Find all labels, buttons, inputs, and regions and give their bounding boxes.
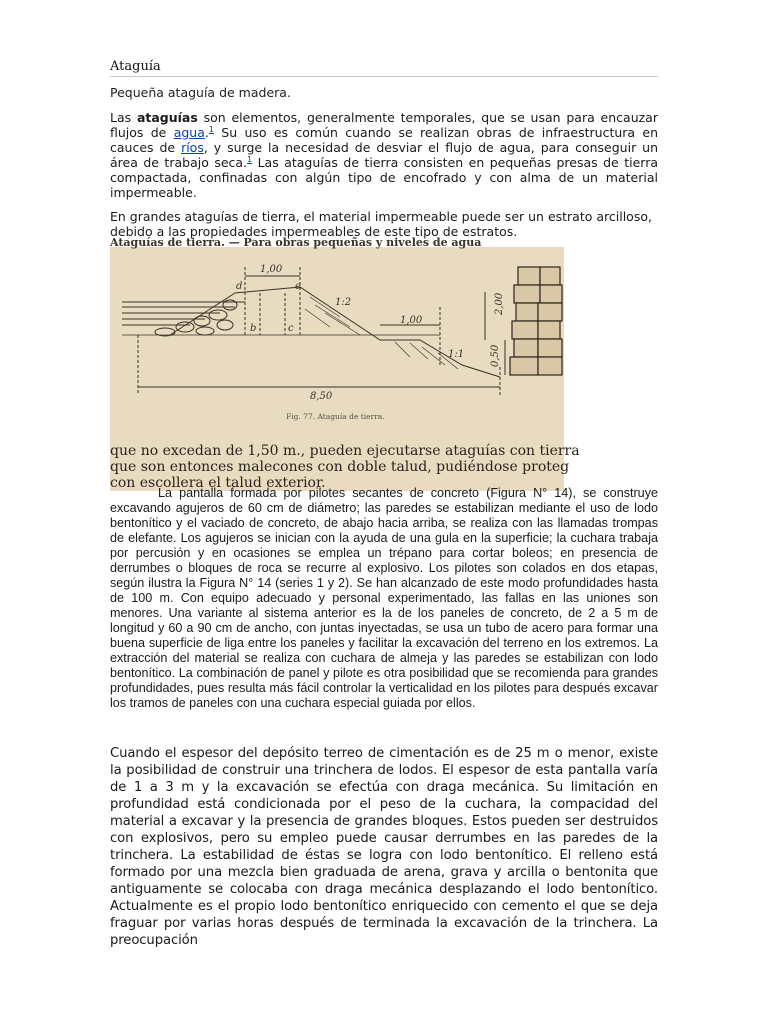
paragraph-2: En grandes ataguías de tierra, el material impermeable puede ser un estrato arcilloso, debido a las propiedades impermeables de este tipo de estratos.: [110, 209, 652, 239]
intro-text-2: son elementos, generalmente temporales, que se usan para encauzar flujos de: [110, 110, 658, 140]
title-divider: [110, 76, 658, 77]
link-agua[interactable]: agua: [173, 125, 205, 140]
point-b: b: [250, 323, 257, 334]
dimension-mid: 1,00: [400, 315, 423, 326]
point-c: c: [288, 323, 294, 334]
paragraph-3: La pantalla formada por pilotes secantes de concreto (Figura N° 14), se construye excavando agujeros de 60 cm de diámetro; las paredes se estabilizan mediante el uso de lodo bentonítico y el vaciado de concreto, de abajo hacia arriba, se realiza con las llamadas trompas de elefante. Los agujeros se inician con la ayuda de una gula en la superficie; la cuchara trabaja por percusión y en ocasiones se emplea un trépano para cortar boleos; en presencia de derrumbes o bloques de roca se recurre al explosivo. Los pilotes son colados en dos etapas, según ilustra la Figura N° 14 (series 1 y 2). Se han alcanzado de este modo profundidades hasta de 100 m. Con equipo adecuado y personal experimentado, las fallas en las uniones son menores. Una variante al sistema anterior es la de los paneles de concreto, de 2 a 5 m de longitud y 60 a 90 cm de ancho, con juntas inyectadas, se usa un tubo de acero para formar una buena superficie de liga entre los paneles y facilitar la excavación del terreno en los extremos. La extracción del material se realiza con cuchara de almeja y las paredes se estabilizan con lodo bentonítico. La combinación de panel y pilote es otra posibilidad que se recomienda para grandes profundidades, pues resulta más fácil controlar la verticalidad en los pilotes para después excavar los tramos de paneles con una cuchara especial guiada por ellos.: [110, 486, 658, 710]
page-title: Ataguía: [110, 59, 161, 74]
scan-line-1: que no excedan de 1,50 m., pueden ejecutarse ataguías con tierra: [110, 443, 580, 459]
reference-1[interactable]: 1: [208, 124, 214, 134]
slope-1: 1:2: [335, 297, 352, 308]
figure-caption: Fig. 77. Ataguía de tierra.: [286, 412, 385, 421]
cofferdam-figure: [110, 236, 580, 491]
intro-text-5: Las ataguías de tierra consisten en pequeñas presas de tierra compactada, confinadas con algún tipo de encofrado y con alma de un material impermeable.: [110, 155, 658, 200]
intro-text-1: Las: [110, 110, 137, 125]
intro-text-3: Su uso es común cuando se realizan obras de infraestructura en cauces de: [110, 125, 658, 155]
link-rios[interactable]: ríos: [181, 140, 204, 155]
dimension-top: 1,00: [260, 264, 283, 275]
point-e: e: [295, 281, 301, 292]
reference-2[interactable]: 1: [247, 154, 253, 164]
dimension-bottom: 8,50: [310, 391, 333, 402]
scan-line-2: que son entonces malecones con doble talud, pudiéndose proteg: [110, 459, 570, 475]
cofferdam-diagram: [110, 236, 580, 491]
dimension-height-1: 2,00: [494, 292, 505, 315]
point-d: d: [236, 281, 243, 292]
scan-line-3: con escollera el talud exterior.: [110, 475, 326, 491]
intro-text-4: , y surge la necesidad de desviar el flujo de agua, para conseguir un área de trabajo seca.: [110, 140, 658, 170]
figure-top-partial-text: Ataguías de tierra. — Para obras pequeñas y niveles de agua: [110, 236, 482, 249]
paragraph-4: Cuando el espesor del depósito terreo de cimentación es de 25 m o menor, existe la posibilidad de construir una trinchera de lodos. El espesor de esta pantalla varía de 1 a 3 m y la excavación se efectúa con draga mecánica. Su limitación en profundidad está condicionada por el peso de la cuchara, la compacidad del material a excavar y la presencia de grandes bloques. Estos pueden ser destruidos con explosivos, pero su empleo puede causar derrumbes en las paredes de la trinchera. La estabilidad de éstas se logra con lodo bentonítico. El relleno está formado por una mezcla bien graduada de arena, grava y arcilla o bentonita que antiguamente se colocaba con draga mecánica desplazando el lodo bentonítico. Actualmente es el propio lodo bentonítico enriquecido con cemento el que se deja fraguar por varias horas después de terminada la excavación de la trinchera. La preocupación: [110, 746, 658, 948]
image-caption: Pequeña ataguía de madera.: [110, 85, 291, 100]
intro-bold-term: ataguías: [136, 110, 198, 125]
dimension-height-2: 0,50: [490, 344, 501, 367]
slope-2: 1:1: [448, 349, 465, 360]
intro-paragraph: Las ataguías son elementos, generalmente temporales, que se usan para encauzar flujos de agua.$^1$ Su uso es común cuando se realizan obras de infraestructura en cauces de ríos, y surge la necesidad de desviar el flujo de agua, para conseguir un área de trabajo seca.$^1$ Las ataguías de tierra consisten en pequeñas presas de tierra compactada, confinadas con algún tipo de encofrado y con alma de un material impermeable.: [110, 110, 658, 200]
